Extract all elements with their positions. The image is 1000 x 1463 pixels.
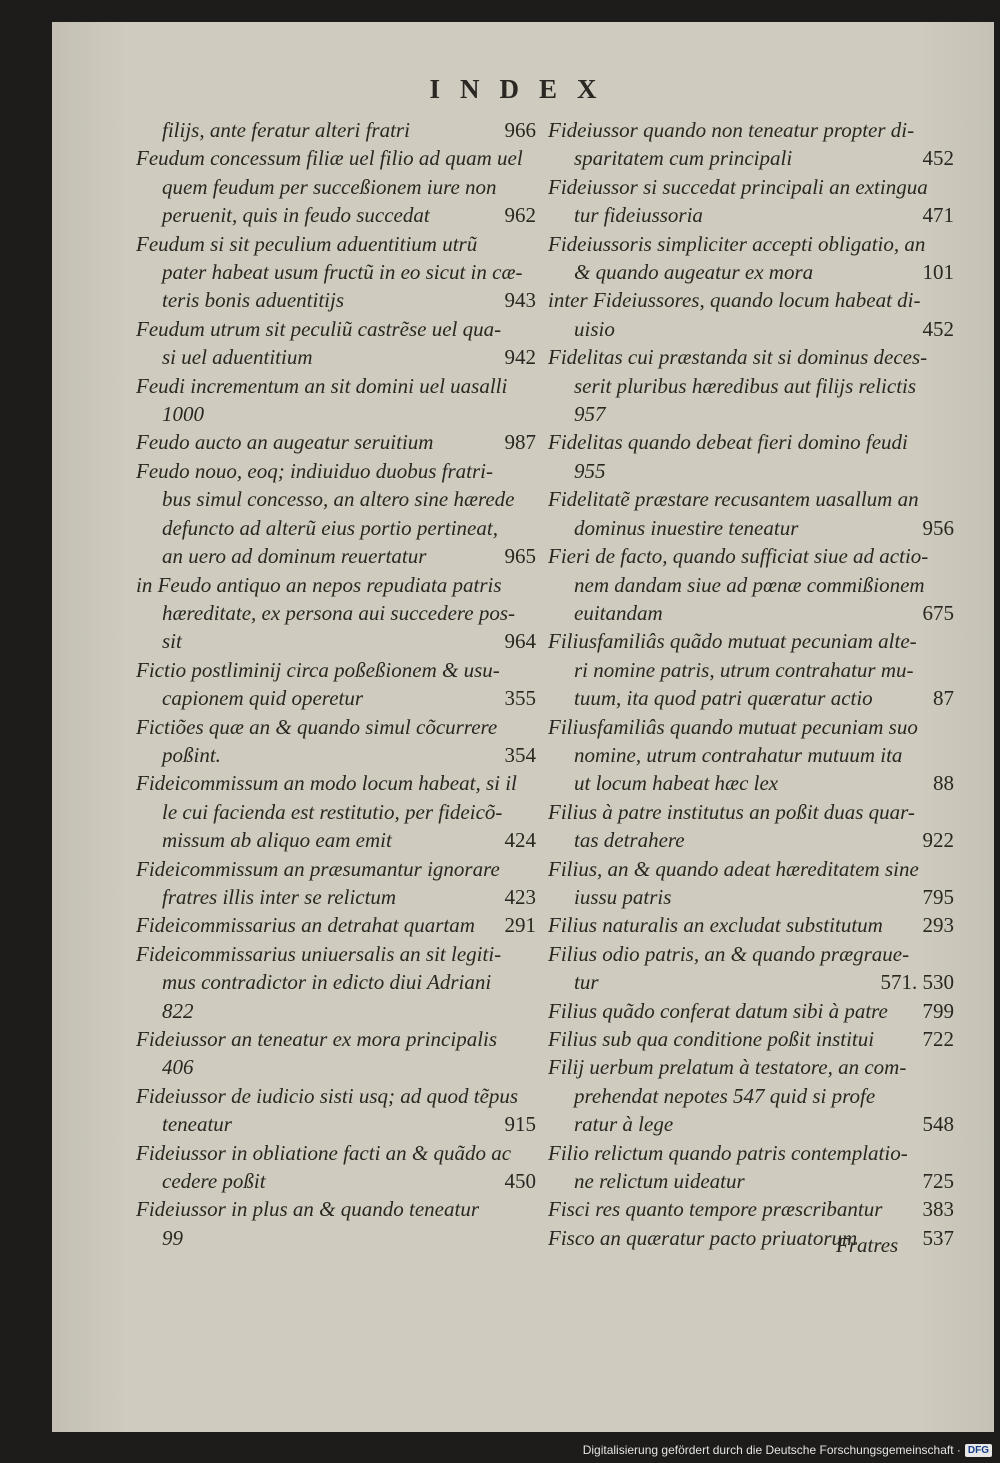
index-column-left <box>136 116 536 1252</box>
page-reference: 956 <box>922 515 954 540</box>
page-reference: 795 <box>922 884 954 909</box>
page-reference: 964 <box>504 629 536 654</box>
index-line <box>136 883 536 911</box>
index-text: Filius à patre institutus an poßit duas quar- <box>548 799 915 824</box>
index-line <box>136 457 536 485</box>
index-text: Filiusfamiliâs quãdo mutuat pecuniam alte- <box>548 629 917 654</box>
index-line <box>548 684 954 712</box>
index-text: sparitatem cum principali <box>574 146 793 171</box>
index-line <box>136 940 536 968</box>
index-line <box>136 400 536 428</box>
index-text: Feudi incrementum an sit domini uel uasalli <box>136 373 508 398</box>
page-reference: 725 <box>922 1169 954 1194</box>
digitization-credit <box>583 1443 992 1457</box>
index-text: nem dandam siue ad pœnæ commißionem <box>574 572 925 597</box>
index-text: 957 <box>574 402 606 427</box>
page-reference: 355 <box>504 686 536 711</box>
index-line <box>136 258 536 286</box>
page-reference: 537 <box>922 1225 954 1250</box>
index-line <box>548 286 954 314</box>
index-line <box>136 997 536 1025</box>
index-line <box>548 514 954 542</box>
page-reference: 942 <box>504 345 536 370</box>
index-text: Feudo aucto an augeatur seruitium <box>136 430 434 455</box>
index-line <box>548 599 954 627</box>
catchword: Fratres <box>836 1233 899 1257</box>
index-line <box>136 343 536 371</box>
index-text: peruenit, quis in feudo succedat <box>162 203 430 228</box>
index-line <box>548 173 954 201</box>
index-text: Fictiões quæ an & quando simul cõcurrere <box>136 714 498 739</box>
index-text: Fideicommissarius an detrahat quartam <box>136 913 475 938</box>
page-reference: 915 <box>504 1112 536 1137</box>
index-line <box>136 769 536 797</box>
page-reference: 571. 530 <box>880 970 954 995</box>
index-line <box>548 542 954 570</box>
index-line <box>136 1053 536 1081</box>
index-line <box>136 315 536 343</box>
index-text: cedere poßit <box>162 1169 266 1194</box>
index-line <box>548 1195 954 1223</box>
index-text: Fisci res quanto tempore præscribantur <box>548 1197 883 1222</box>
index-text: hæreditate, ex persona aui succedere pos- <box>162 600 516 625</box>
index-line <box>548 769 954 797</box>
index-text: prehendat nepotes 547 quid si profe <box>574 1083 876 1108</box>
index-text: le cui facienda est restitutio, per fideicõ- <box>162 799 503 824</box>
index-text: nomine, utrum contrahatur mutuum ita <box>574 742 903 767</box>
index-line <box>548 798 954 826</box>
index-line <box>548 1110 954 1138</box>
page-reference: 354 <box>504 742 536 767</box>
index-line <box>136 230 536 258</box>
page-reference: 423 <box>504 884 536 909</box>
index-text: ut locum habeat hæc lex <box>574 771 779 796</box>
index-line <box>136 542 536 570</box>
index-text: euitandam <box>574 600 663 625</box>
index-text: 822 <box>162 998 194 1023</box>
index-text: Fideicommissum an modo locum habeat, si il <box>136 771 517 796</box>
page-reference: 799 <box>922 998 954 1023</box>
index-text: teneatur <box>162 1112 232 1137</box>
index-line <box>136 173 536 201</box>
index-line <box>548 201 954 229</box>
index-text: mus contradictor in edicto diui Adriani <box>162 970 492 995</box>
index-text: Fideicommissarius uniuersalis an sit legiti- <box>136 941 502 966</box>
index-text: Fideiussor quando non teneatur propter di- <box>548 118 915 142</box>
index-line <box>136 1167 536 1195</box>
index-text: uisio <box>574 316 615 341</box>
index-line <box>136 798 536 826</box>
index-text: Fidelitatẽ præstare recusantem uasallum an <box>548 487 919 512</box>
index-text: ri nomine patris, utrum contrahatur mu- <box>574 657 914 682</box>
index-text: Filius quãdo conferat datum sibi à patre <box>548 998 888 1023</box>
index-text: sit <box>162 629 182 654</box>
page-reference: 424 <box>504 828 536 853</box>
index-line <box>136 741 536 769</box>
index-line <box>136 428 536 456</box>
index-line <box>136 144 536 172</box>
index-line <box>136 911 536 939</box>
index-text: Fideiussor de iudicio sisti usq; ad quod tẽpus <box>136 1083 519 1108</box>
page-reference: 88 <box>933 771 954 796</box>
index-text: 1000 <box>162 402 204 427</box>
index-text: quem feudum per succeßionem iure non <box>162 174 497 199</box>
index-text: Fidelitas cui præstanda sit si dominus deces- <box>548 345 928 370</box>
index-text: defuncto ad alterũ eius portio pertineat, <box>162 515 498 540</box>
index-text: tur <box>574 970 599 995</box>
index-line <box>548 855 954 883</box>
index-line <box>136 656 536 684</box>
index-line <box>136 599 536 627</box>
index-text: 955 <box>574 458 606 483</box>
index-text: tas detrahere <box>574 828 685 853</box>
page-reference: 987 <box>504 430 536 455</box>
index-text: pater habeat usum fructũ in eo sicut in cæ- <box>162 260 523 285</box>
index-line <box>548 400 954 428</box>
index-text: dominus inuestire teneatur <box>574 515 799 540</box>
index-line <box>548 997 954 1025</box>
page-reference: 450 <box>504 1169 536 1194</box>
index-text: Filius, an & quando adeat hæreditatem sine <box>548 856 919 881</box>
index-text: Filius sub qua conditione poßit institui <box>548 1027 875 1051</box>
index-text: 406 <box>162 1055 194 1080</box>
credit-text: Digitalisierung gefördert durch die Deutsche Forschungsgemeinschaft · <box>582 1443 961 1457</box>
page-reference: 293 <box>922 913 954 938</box>
index-text: Filius naturalis an excludat substitutum <box>548 913 883 938</box>
index-text: in Feudo antiquo an nepos repudiata patris <box>136 572 502 597</box>
index-text: Feudum utrum sit peculiũ castrẽse uel qua- <box>136 316 502 341</box>
page-reference: 452 <box>922 146 954 171</box>
index-line <box>136 1110 536 1138</box>
page-reference: 101 <box>922 260 954 285</box>
index-line <box>548 571 954 599</box>
index-line <box>136 1139 536 1167</box>
index-line <box>136 826 536 854</box>
index-text: tur fideiussoria <box>574 203 703 228</box>
index-text: Feudum concessum filiæ uel filio ad quam uel <box>136 146 523 171</box>
page-reference: 87 <box>933 686 954 711</box>
index-line <box>548 1053 954 1081</box>
index-text: capionem quid operetur <box>162 686 364 711</box>
index-text: poßint. <box>162 742 221 767</box>
index-text: Filiusfamiliâs quando mutuat pecuniam suo <box>548 714 918 739</box>
index-text: tuum, ita quod patri quæratur actio <box>574 686 873 711</box>
page-reference: 922 <box>922 828 954 853</box>
index-line <box>548 741 954 769</box>
index-text: Feudo nouo, eoq; indiuiduo duobus fratri- <box>136 458 493 483</box>
dfg-logo: DFG <box>965 1444 992 1457</box>
index-line <box>548 656 954 684</box>
index-line <box>548 1139 954 1167</box>
page-reference: 675 <box>922 600 954 625</box>
page-reference: 966 <box>504 118 536 142</box>
index-text: 99 <box>162 1225 183 1250</box>
index-line <box>548 1082 954 1110</box>
page-reference: 452 <box>922 316 954 341</box>
index-line <box>136 627 536 655</box>
index-text: Filius odio patris, an & quando prægraue- <box>548 941 910 966</box>
page-reference: 471 <box>922 203 954 228</box>
index-text: Filio relictum quando patris contemplatio- <box>548 1140 908 1165</box>
index-line <box>548 826 954 854</box>
index-line <box>548 911 954 939</box>
book-page <box>52 22 994 1432</box>
index-text: Filij uerbum prelatum à testatore, an com- <box>548 1055 907 1080</box>
index-text: filijs, ante feratur alteri fratri <box>162 118 410 142</box>
index-text: fratres illis inter se relictum <box>162 884 397 909</box>
index-line <box>136 1025 536 1053</box>
index-text: Feudum si sit peculium aduentitium utrũ <box>136 231 478 256</box>
index-text: Fieri de facto, quando sufficiat siue ad actio- <box>548 544 929 569</box>
index-line <box>136 684 536 712</box>
page-reference: 965 <box>504 544 536 569</box>
index-line <box>136 855 536 883</box>
index-line <box>136 485 536 513</box>
index-line <box>548 428 954 456</box>
page-title: INDEX <box>429 74 617 104</box>
index-line <box>548 230 954 258</box>
index-line <box>548 343 954 371</box>
page-reference: 291 <box>504 913 536 938</box>
index-line <box>548 116 954 144</box>
index-text: ne relictum uideatur <box>574 1169 745 1194</box>
index-line <box>136 713 536 741</box>
index-text: teris bonis aduentitijs <box>162 288 345 313</box>
index-line <box>548 144 954 172</box>
index-line <box>136 116 536 144</box>
index-line <box>136 514 536 542</box>
page-reference: 548 <box>922 1112 954 1137</box>
index-line <box>548 940 954 968</box>
index-line <box>136 1195 536 1223</box>
index-text: Fideiussor si succedat principali an extingua <box>548 174 928 199</box>
index-text: Fideiussor in plus an & quando teneatur <box>136 1197 479 1222</box>
index-text: si uel aduentitium <box>162 345 313 370</box>
index-text: bus simul concesso, an altero sine hærede <box>162 487 515 512</box>
page-reference: 943 <box>504 288 536 313</box>
index-line <box>548 713 954 741</box>
index-text: Fisco an quæratur pacto priuatorum <box>548 1225 858 1250</box>
page-reference: 722 <box>922 1027 954 1051</box>
index-text: missum ab aliquo eam emit <box>162 828 392 853</box>
index-line <box>548 485 954 513</box>
index-line <box>136 201 536 229</box>
index-line <box>136 968 536 996</box>
index-text: Fideicommissum an præsumantur ignorare <box>136 856 500 881</box>
index-line <box>136 372 536 400</box>
index-line <box>548 457 954 485</box>
index-line <box>548 372 954 400</box>
index-line <box>548 968 954 996</box>
index-text: iussu patris <box>574 884 672 909</box>
index-line <box>548 627 954 655</box>
index-text: serit pluribus hæredibus aut filijs relictis <box>574 373 917 398</box>
index-line <box>136 1082 536 1110</box>
index-text: Fideiussor an teneatur ex mora principalis <box>136 1027 498 1051</box>
index-text: Fideiussor in obliatione facti an & quãdo ac <box>136 1140 512 1165</box>
index-line <box>548 258 954 286</box>
index-line <box>548 1025 954 1053</box>
index-line <box>548 883 954 911</box>
index-text: an uero ad dominum reuertatur <box>162 544 427 569</box>
index-text: ratur à lege <box>574 1112 674 1137</box>
index-line <box>136 286 536 314</box>
index-text: inter Fideiussores, quando locum habeat di- <box>548 288 921 313</box>
page-reference: 383 <box>922 1197 954 1222</box>
index-text: & quando augeatur ex mora <box>574 260 814 285</box>
index-text: Fidelitas quando debeat fieri domino feudi <box>548 430 908 455</box>
index-line <box>548 1167 954 1195</box>
page-reference: 962 <box>504 203 536 228</box>
index-line <box>548 315 954 343</box>
index-column-right <box>548 116 954 1252</box>
index-line <box>136 1224 536 1252</box>
index-text: Fictio postliminij circa poßeßionem & usu- <box>136 657 500 682</box>
index-text: Fideiussoris simpliciter accepti obligatio, an <box>548 231 926 256</box>
index-line <box>136 571 536 599</box>
